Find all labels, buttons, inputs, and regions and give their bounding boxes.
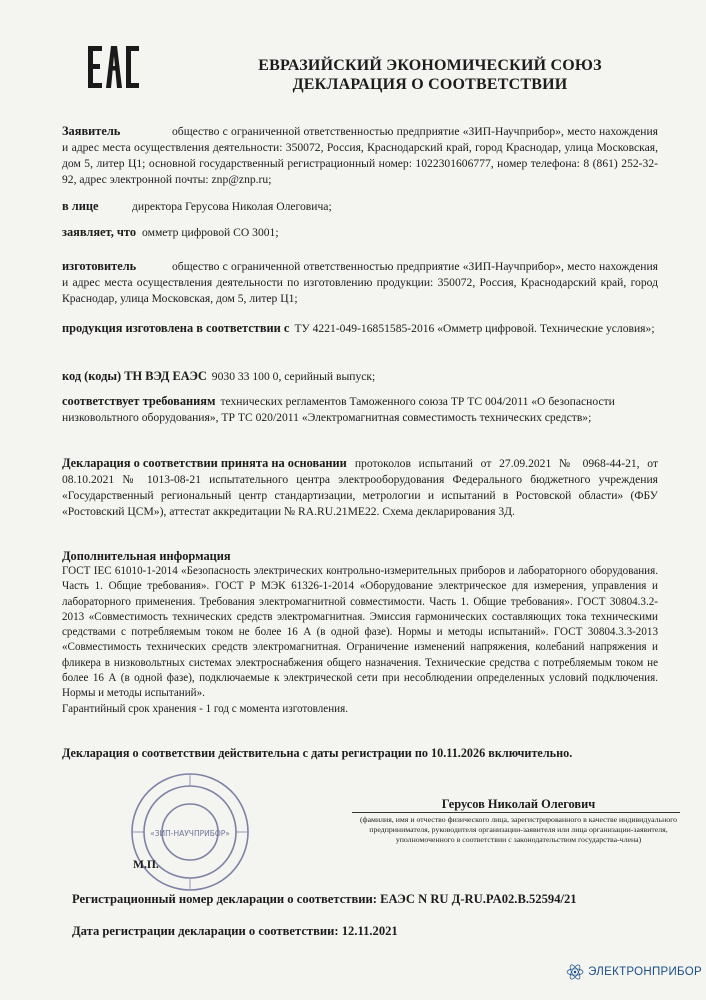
registration-date: Дата регистрации декларации о соответствии: 12.11.2021	[72, 924, 398, 938]
manufacturer-name: общество с ограниченной ответственностью предприятие «ЗИП-Научприбор»,	[172, 260, 564, 273]
manufacturer-section	[62, 258, 658, 307]
produced-label: продукция изготовлена в соответствии с	[62, 321, 290, 335]
title-union: ЕВРАЗИЙСКИЙ ЭКОНОМИЧЕСКИЙ СОЮЗ	[258, 57, 602, 74]
additional-text: ГОСТ IEC 61010-1-2014 «Безопасность электрических контрольно-измерительных приборов и лабораторного оборудования. Часть 1. Общие требования». ГОСТ Р МЭК 61326-1-2014 «Оборудование электрическое для измерения, управления и лабораторного применения. Требования электромагнитной совместимости. Часть 1. Общие требования». ГОСТ 30804.3.2-2013 «Совместимость технических средств электромагнитная. Эмиссия гармонических составляющих тока техническими средствами с потребляемым током не более 16 А (в одной фазе). Нормы и методы испытаний». ГОСТ 30804.3.3-2013 «Совместимость технических средств электромагнитная. Ограничение изменений напряжения, колебаний напряжения и фликера в низковольтных системах электроснабжения общего назначения. Технические средства с потребляемым током не более 16 А (в одной фазе), подключаемые к электрической сети при несоблюдении определенных условий подключения. Нормы и методы испытаний».	[62, 565, 658, 700]
produced-section	[62, 320, 658, 337]
title-declaration: ДЕКЛАРАЦИЯ О СООТВЕТСТВИИ	[292, 76, 568, 93]
applicant-name: общество с ограниченной ответственностью предприятие «ЗИП-Научприбор»,	[172, 125, 564, 138]
additional-section	[62, 548, 658, 717]
declares-text: омметр цифровой СО 3001;	[142, 226, 279, 239]
eac-logo	[86, 44, 140, 90]
hs-code-section	[62, 368, 658, 385]
document-title	[220, 56, 640, 94]
conforms-section	[62, 393, 658, 426]
stamp-center-text: «ЗИП-НАУЧПРИБОР»	[150, 829, 230, 838]
hs-code-label: код (коды) ТН ВЭД ЕАЭС	[62, 369, 207, 383]
hs-code-text: 9030 33 100 0, серийный выпуск;	[211, 370, 376, 383]
declares-label: заявляет, что	[62, 225, 137, 239]
brand-logo	[566, 952, 702, 992]
applicant-label: Заявитель	[62, 124, 121, 138]
basis-section	[62, 455, 658, 520]
declares-section	[62, 224, 658, 241]
signatory-note: (фамилия, имя и отчество физического лица, зарегистрированного в качестве индивидуального предпринимателя, руководителя организации-заявителя или лица организации-заявителя, уполномоченного в соответствии с законодательством государства-члена)	[359, 815, 678, 844]
represented-label: в лице	[62, 199, 99, 213]
represented-section	[62, 198, 658, 215]
signature-line	[352, 812, 680, 813]
validity-text: Декларация о соответствии действительна с даты регистрации по 10.11.2026 включительно.	[62, 746, 573, 760]
seal-label: М.П.	[133, 858, 159, 871]
basis-label: Декларация о соответствии принята на основании	[62, 456, 347, 470]
conforms-label: соответствует требованиям	[62, 394, 216, 408]
conforms-text: технических регламентов Таможенного союза ТР ТС 004/2011 «О безопасности низковольтного оборудования», ТР ТС 020/2011 «Электромагнитная совместимость технических средств»;	[62, 395, 615, 424]
produced-text: ТУ 4221-049-16851585-2016 «Омметр цифровой. Технические условия»;	[294, 322, 655, 335]
applicant-section	[62, 123, 658, 188]
basis-text: протоколов испытаний от 27.09.2021 № 0968-44-21, от 08.10.2021 № 1013-08-21 испытательного центра электрооборудования Федерального бюджетного учреждения «Государственный региональный центр стандартизации, метрологии и испытаний в Ростовской области» (ФБУ «Ростовский ЦСМ»), аттестат аккредитации № RA.RU.21МЕ22. Схема декларирования 3Д.	[62, 457, 658, 518]
represented-text: директора Герусова Николая Олеговича;	[132, 200, 332, 213]
manufacturer-details: место нахождения и адрес места осуществления деятельности по изготовлению продукции: 350072, Россия, Краснодарский край, город Краснодар, улица Московская, дом 5, литер Ц1;	[62, 260, 658, 305]
brand-name: ЭЛЕКТРОНПРИБОР	[588, 966, 702, 978]
company-stamp	[128, 770, 252, 894]
applicant-details: место нахождения и адрес места осуществления деятельности: 350072, Россия, Краснодарский край, город Краснодар, улица Московская, дом 5, литер Ц1; основной государственный регистрационный номер: 1022301606777, номер телефона: 8 (861) 252-32-92, адрес электронной почты: znp@znp.ru;	[62, 125, 658, 186]
manufacturer-label: изготовитель	[62, 259, 137, 273]
signatory-name: Герусов Николай Олегович	[441, 797, 596, 811]
additional-label: Дополнительная информация	[62, 549, 231, 563]
atom-icon	[566, 955, 584, 989]
registration-number: Регистрационный номер декларации о соответствии: ЕАЭС N RU Д-RU.PA02.B.52594/21	[72, 892, 577, 906]
warranty-text: Гарантийный срок хранения - 1 год с момента изготовления.	[62, 702, 348, 715]
